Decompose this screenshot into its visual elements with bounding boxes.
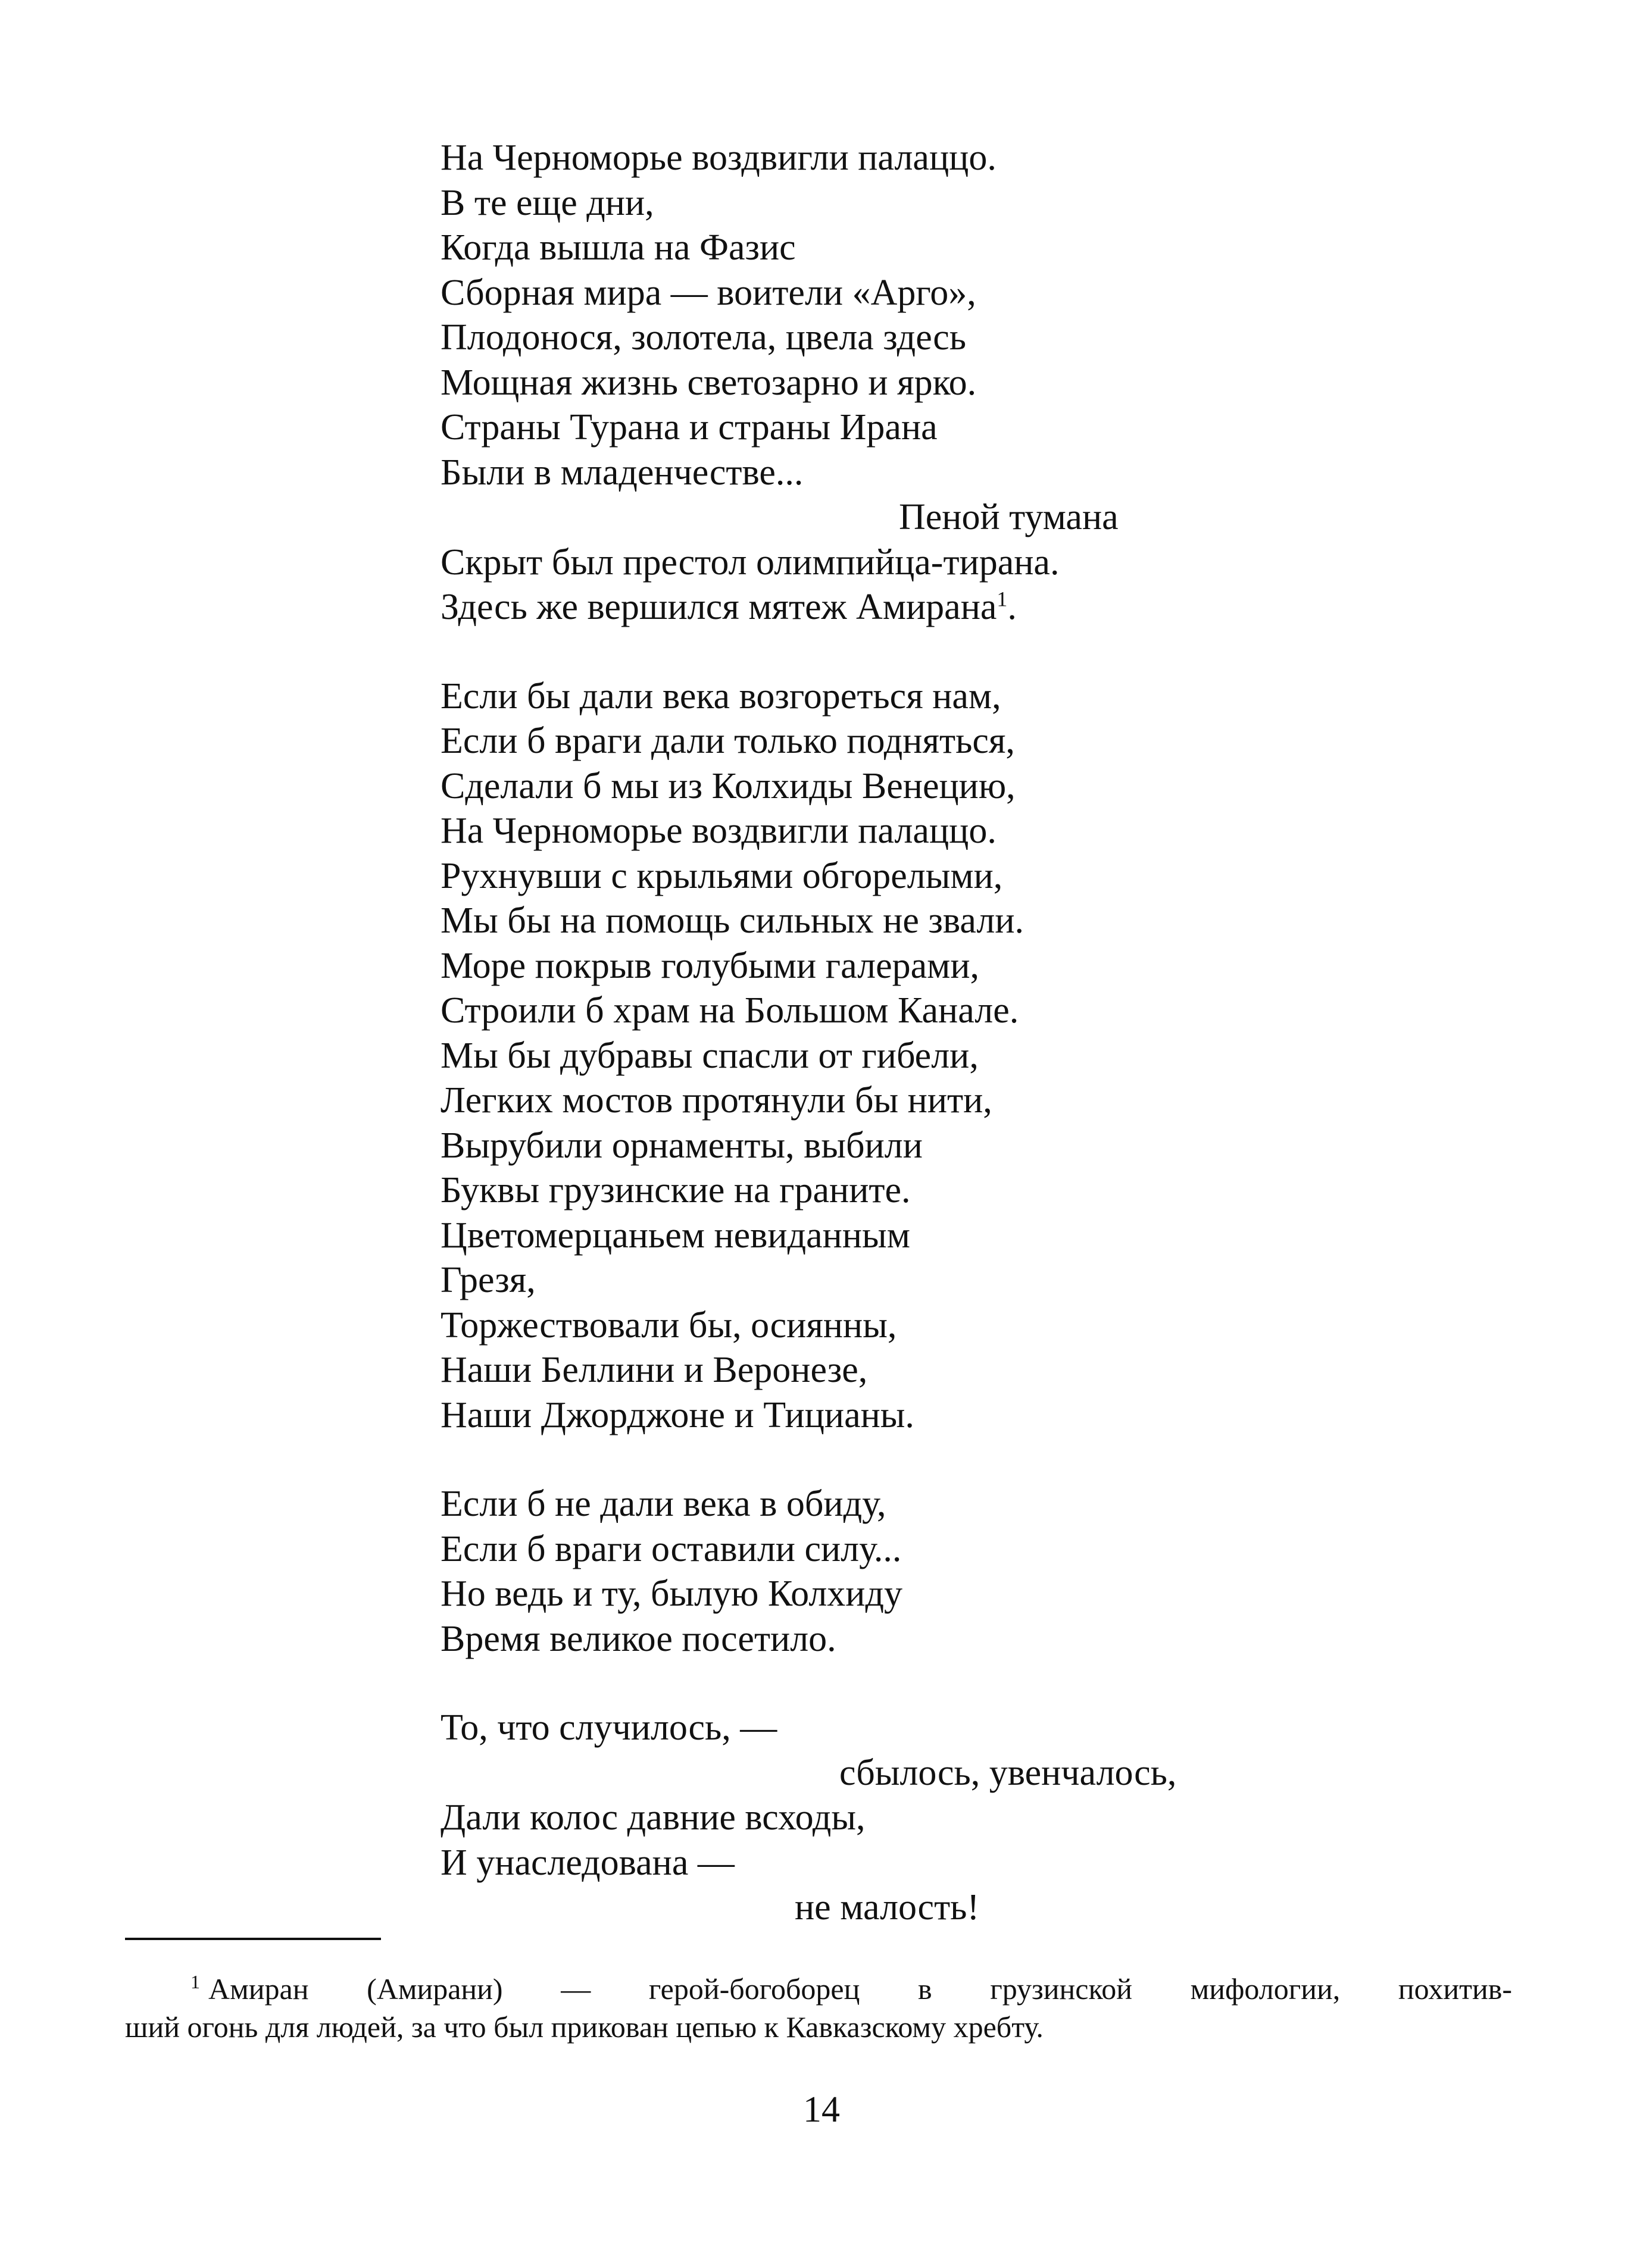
poem-line-text: Мы бы на помощь сильных не звали.: [441, 900, 1024, 941]
poem-line: [441, 1393, 1572, 1438]
poem-line-text: На Черноморье воздвигли палаццо.: [441, 137, 997, 178]
poem-line-text: Если б не дали века в обиду,: [441, 1484, 886, 1524]
page-number: 14: [803, 2089, 840, 2130]
poem-line: [441, 674, 1572, 719]
poem-line-text: Но ведь и ту, былую Колхиду: [441, 1573, 903, 1614]
poem-line: [441, 764, 1572, 809]
poem-line: [441, 899, 1572, 944]
poem-line-text: И унаследована —: [441, 1842, 735, 1883]
poem-line: [441, 944, 1572, 989]
poem-line: [441, 1482, 1572, 1527]
stanza: [441, 674, 1572, 1438]
poem-line: [441, 1034, 1572, 1079]
poem-line: [441, 1527, 1572, 1572]
poem-line: [441, 405, 1572, 451]
poem-line: [441, 719, 1572, 764]
footnote-mark: 1: [190, 1971, 200, 1993]
stanza: [441, 1706, 1572, 1931]
stanza: [441, 136, 1572, 630]
poem-line: [441, 1124, 1572, 1169]
poem-line-text: Наши Беллини и Веронезе,: [441, 1350, 868, 1390]
poem-line: [441, 271, 1572, 316]
poem-line-text: Рухнувши с крыльями обгорелыми,: [441, 855, 1003, 896]
poem-line: [441, 809, 1572, 854]
poem-line-text: Дали колос давние всходы,: [441, 1797, 866, 1838]
poem-line-text: Строили б храм на Большом Канале.: [441, 990, 1019, 1031]
poem-line: [441, 854, 1572, 899]
poem-line-text: Были в младенчестве...: [441, 452, 804, 493]
poem-line-punctuation: .: [1007, 587, 1017, 627]
poem-line: [441, 1706, 1572, 1751]
poem-line: [441, 1348, 1572, 1393]
poem-body: [441, 136, 1572, 1931]
poem-line: [441, 1795, 1572, 1841]
poem-line-text: Цветомерцаньем невиданным: [441, 1215, 910, 1256]
poem-line-text: Вырубили орнаменты, выбили: [441, 1125, 923, 1166]
stanza-gap: [441, 1662, 1572, 1706]
poem-line: [441, 585, 1572, 630]
poem-line: [441, 361, 1572, 406]
stanza: [441, 1482, 1572, 1662]
poem-line-text: Сделали б мы из Колхиды Венецию,: [441, 765, 1016, 806]
poem-line-text: Сборная мира — воители «Арго»,: [441, 272, 976, 313]
poem-line: [441, 1841, 1572, 1886]
poem-line-text: То, что случилось, —: [441, 1707, 777, 1748]
footnote-reference[interactable]: 1: [997, 587, 1008, 611]
poem-line-text: Легких мостов протянули бы нити,: [441, 1080, 992, 1121]
poem-line-text: Мощная жизнь светозарно и ярко.: [441, 362, 977, 403]
poem-line: [441, 1303, 1572, 1349]
poem-line-text: Здесь же вершился мятеж Амирана: [441, 587, 997, 627]
footnote: [125, 1970, 1512, 2046]
poem-line-text: Грезя,: [441, 1260, 536, 1300]
stanza-gap: [441, 1438, 1572, 1482]
footnote-line-2: ший огонь для людей, за что был прикован цепью к Кавказскому хребту.: [125, 2010, 1044, 2044]
poem-line-text: не малость!: [795, 1887, 980, 1928]
poem-line: [441, 1617, 1572, 1662]
poem-line: [441, 1078, 1572, 1124]
poem-line-text: Страны Турана и страны Ирана: [441, 407, 938, 448]
poem-line: [441, 540, 1572, 586]
poem-line: [441, 136, 1572, 181]
footnote-separator: [125, 1938, 381, 1940]
poem-line: [441, 1885, 1572, 1931]
poem-line-text: Когда вышла на Фазис: [441, 227, 796, 268]
poem-line: [441, 226, 1572, 271]
footnote-line-1: [125, 1970, 1512, 2008]
poem-line: [441, 988, 1572, 1034]
poem-line-text: Буквы грузинские на граните.: [441, 1170, 911, 1210]
poem-line: [441, 1751, 1572, 1796]
poem-line-text: Мы бы дубравы спасли от гибели,: [441, 1035, 979, 1076]
poem-line-text: Если б враги дали только подняться,: [441, 721, 1015, 761]
poem-line-text: Море покрыв голубыми галерами,: [441, 945, 980, 986]
poem-line: [441, 1258, 1572, 1303]
footnote-text-1: Амиран (Амирани) — герой-богоборец в грузинской мифологии, похитив-: [208, 1972, 1512, 2006]
poem-line-text: В те еще дни,: [441, 182, 654, 223]
poem-line-text: Пеной тумана: [899, 497, 1119, 537]
poem-line: [441, 495, 1572, 540]
poem-line: [441, 451, 1572, 496]
poem-line-text: На Черноморье воздвигли палаццо.: [441, 811, 997, 851]
stanza-gap: [441, 630, 1572, 674]
poem-line-text: Время великое посетило.: [441, 1618, 836, 1659]
poem-line-text: сбылось, увенчалось,: [839, 1752, 1177, 1793]
poem-line-text: Скрыт был престол олимпийца-тирана.: [441, 542, 1060, 583]
poem-line: [441, 1572, 1572, 1617]
poem-line-text: Если бы дали века возгореться нам,: [441, 675, 1001, 717]
poem-line: [441, 1213, 1572, 1259]
poem-line-text: Плодонося, золотела, цвела здесь: [441, 317, 967, 358]
poem-line-text: Торжествовали бы, осиянны,: [441, 1305, 897, 1346]
poem-line: [441, 1168, 1572, 1213]
poem-line: [441, 315, 1572, 361]
poem-line-text: Если б враги оставили силу...: [441, 1528, 902, 1569]
poem-line-text: Наши Джорджоне и Тицианы.: [441, 1394, 914, 1435]
poem-line: [441, 181, 1572, 226]
